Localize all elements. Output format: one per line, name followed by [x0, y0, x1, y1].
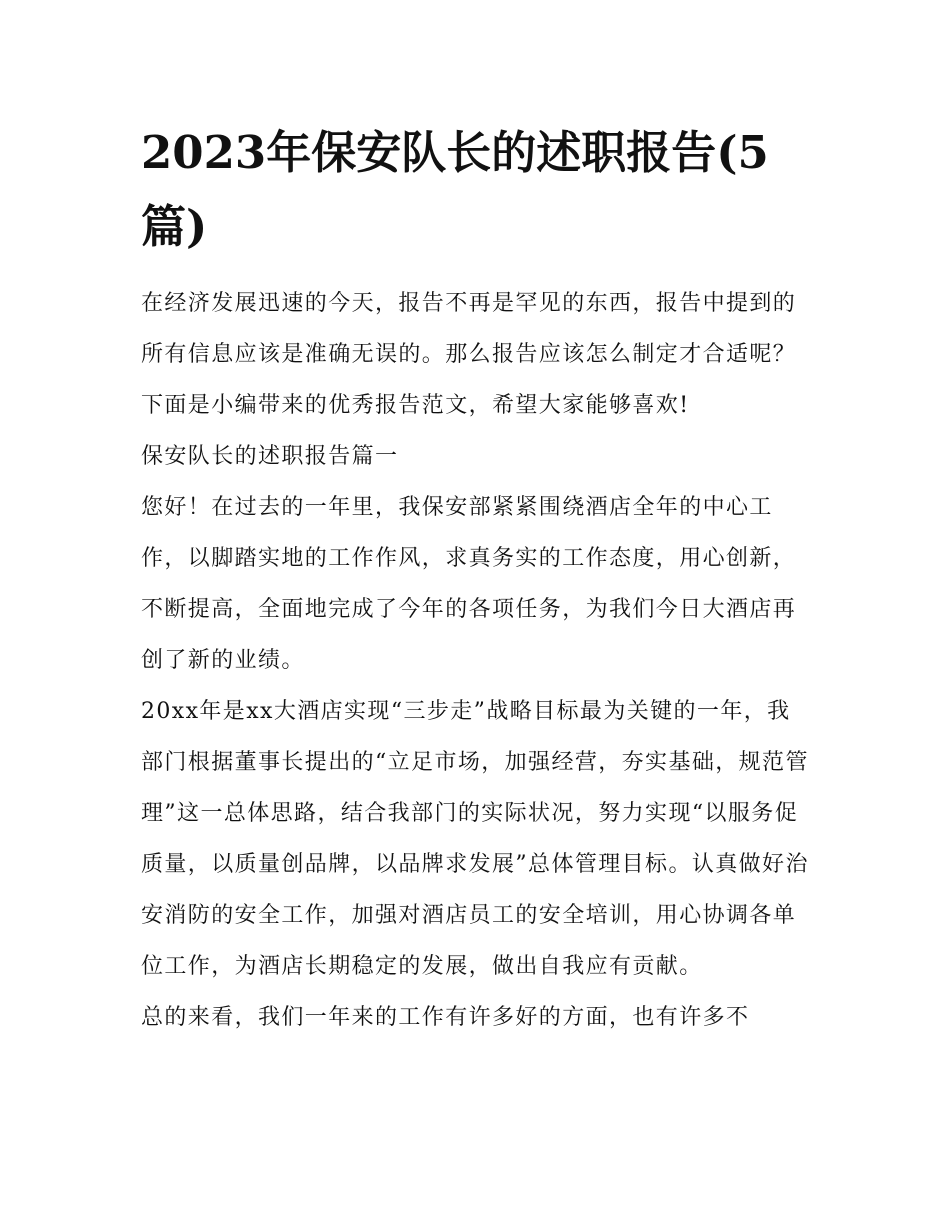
intro-paragraph: 在经济发展迅速的今天，报告不再是罕见的东西，报告中提到的所有信息应该是准确无误的。那么报告应该怎么制定才合适呢？下面是小编带来的优秀报告范文，希望大家能够喜欢! [141, 291, 797, 418]
body-paragraph: 您好！在过去的一年里，我保安部紧紧围绕酒店全年的中心工作，以脚踏实地的工作作风，求真务实的工作态度，用心创新，不断提高，全面地完成了今年的各项任务，为我们今日大酒店再创了新的业绩。 [141, 495, 797, 673]
document-title: 2023年保安队长的述职报告(5篇) [141, 126, 769, 253]
document-body [141, 116, 813, 1043]
section-heading: 保安队长的述职报告篇一 [141, 444, 399, 469]
body-paragraph: 20xx年是xx大酒店实现“三步走”战略目标最为关键的一年，我部门根据董事长提出的“立足市场，加强经营，夯实基础，规范管理”这一总体思路，结合我部门的实际状况，努力实现“以服务促质量，以质量创品牌，以品牌求发展”总体管理目标。认真做好治安消防的安全工作，加强对酒店员工的安全培训，用心协调各单位工作，为酒店长期稳定的发展，做出自我应有贡献。 [141, 699, 809, 979]
body-paragraph: 总的来看，我们一年来的工作有许多好的方面，也有许多不 [141, 1005, 750, 1030]
